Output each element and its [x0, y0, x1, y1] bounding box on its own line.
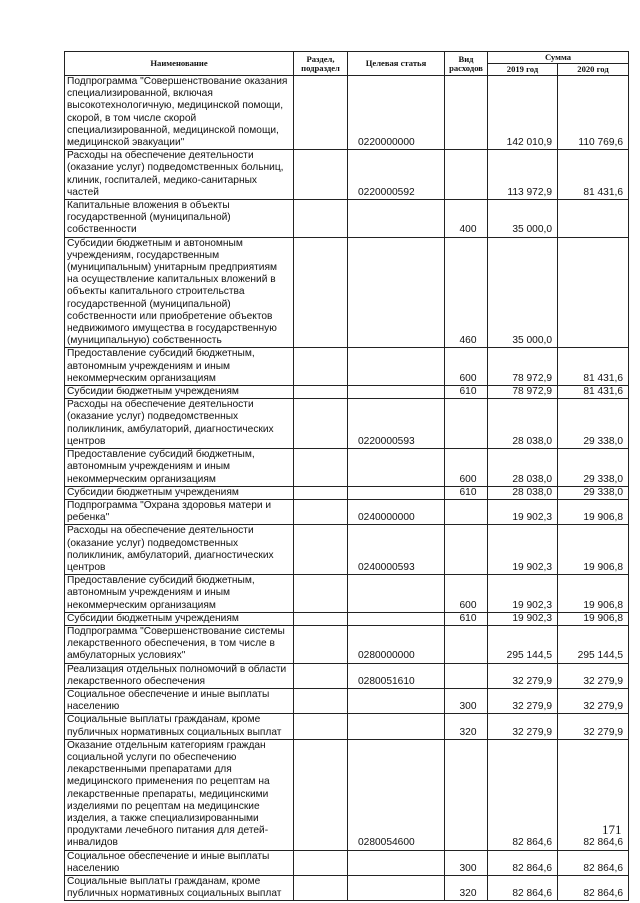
- row-amount-2020: 29 338,0: [558, 399, 629, 449]
- row-name: Социальное обеспечение и иные выплаты населению: [65, 850, 294, 875]
- header-kind: Вид расходов: [445, 52, 488, 76]
- row-kind: [445, 499, 488, 524]
- header-sum: Сумма: [488, 52, 629, 64]
- row-section: [294, 486, 348, 499]
- budget-table-container: [64, 51, 628, 901]
- row-section: [294, 449, 348, 487]
- row-target: 0240000000: [348, 499, 445, 524]
- row-amount-2019: 113 972,9: [488, 150, 558, 200]
- row-target: 0220000593: [348, 399, 445, 449]
- row-amount-2020: [558, 237, 629, 348]
- header-section: Раздел, подраздел: [294, 52, 348, 76]
- row-amount-2020: 32 279,9: [558, 688, 629, 713]
- row-kind: [445, 663, 488, 688]
- table-row: [65, 348, 629, 386]
- row-amount-2020: [558, 200, 629, 238]
- row-target: [348, 237, 445, 348]
- row-kind: [445, 739, 488, 850]
- table-row: [65, 449, 629, 487]
- row-target: [348, 850, 445, 875]
- table-row: [65, 525, 629, 575]
- row-name: Подпрограмма "Совершенствование оказания специализированной, включая высокотехнологичную, медицинской помощи, скорой, в том числе скорой специализированной, медицинской помощи, медицинской эвакуации": [65, 76, 294, 150]
- table-row: [65, 688, 629, 713]
- row-kind: 610: [445, 612, 488, 625]
- table-row: [65, 714, 629, 739]
- row-name: Субсидии бюджетным учреждениям: [65, 612, 294, 625]
- row-name: Предоставление субсидий бюджетным, автономным учреждениям и иным некоммерческим организациям: [65, 348, 294, 386]
- row-amount-2019: 28 038,0: [488, 449, 558, 487]
- header-row: [65, 52, 629, 64]
- row-amount-2020: 32 279,9: [558, 714, 629, 739]
- row-amount-2019: 19 902,3: [488, 612, 558, 625]
- row-name: Субсидии бюджетным учреждениям: [65, 386, 294, 399]
- row-target: [348, 876, 445, 901]
- row-section: [294, 348, 348, 386]
- row-name: Расходы на обеспечение деятельности (оказание услуг) подведомственных поликлиник, амбулаторий, диагностических центров: [65, 525, 294, 575]
- table-row: [65, 486, 629, 499]
- header-year-2020: 2020 год: [558, 64, 629, 76]
- row-amount-2020: 19 906,8: [558, 499, 629, 524]
- budget-table: [64, 51, 629, 901]
- row-name: Субсидии бюджетным и автономным учреждениям, государственным (муниципальным) унитарным предприятиям на осуществление капитальных вложений в объекты капитального строительства государственной (муниципальной) собственности или приобретение объектов недвижимого имущества в государственную (муниципальную) собственность: [65, 237, 294, 348]
- row-kind: [445, 150, 488, 200]
- table-row: [65, 200, 629, 238]
- table-row: [65, 399, 629, 449]
- row-target: 0220000000: [348, 76, 445, 150]
- row-amount-2020: 19 906,8: [558, 612, 629, 625]
- row-name: Расходы на обеспечение деятельности (оказание услуг) подведомственных поликлиник, амбулаторий, диагностических центров: [65, 399, 294, 449]
- row-amount-2020: 32 279,9: [558, 663, 629, 688]
- row-section: [294, 499, 348, 524]
- row-amount-2019: 32 279,9: [488, 663, 558, 688]
- row-kind: 600: [445, 575, 488, 613]
- row-kind: 600: [445, 348, 488, 386]
- row-amount-2020: 82 864,6: [558, 876, 629, 901]
- table-row: [65, 625, 629, 663]
- table-row: [65, 612, 629, 625]
- row-amount-2020: 81 431,6: [558, 150, 629, 200]
- row-kind: 600: [445, 449, 488, 487]
- row-section: [294, 714, 348, 739]
- row-section: [294, 575, 348, 613]
- table-row: [65, 76, 629, 150]
- row-amount-2020: 295 144,5: [558, 625, 629, 663]
- table-row: [65, 876, 629, 901]
- table-row: [65, 575, 629, 613]
- row-amount-2019: 82 864,6: [488, 876, 558, 901]
- row-section: [294, 237, 348, 348]
- row-amount-2019: 35 000,0: [488, 237, 558, 348]
- row-amount-2020: 19 906,8: [558, 525, 629, 575]
- row-target: [348, 688, 445, 713]
- row-amount-2019: 35 000,0: [488, 200, 558, 238]
- row-kind: [445, 399, 488, 449]
- row-section: [294, 76, 348, 150]
- row-amount-2019: 82 864,6: [488, 739, 558, 850]
- row-amount-2020: 110 769,6: [558, 76, 629, 150]
- row-amount-2019: 78 972,9: [488, 348, 558, 386]
- row-section: [294, 688, 348, 713]
- row-amount-2020: 29 338,0: [558, 449, 629, 487]
- header-target: Целевая статья: [348, 52, 445, 76]
- row-section: [294, 876, 348, 901]
- row-name: Капитальные вложения в объекты государственной (муниципальной) собственности: [65, 200, 294, 238]
- row-target: [348, 449, 445, 487]
- header-name: Наименование: [65, 52, 294, 76]
- row-amount-2019: 142 010,9: [488, 76, 558, 150]
- row-target: 0240000593: [348, 525, 445, 575]
- row-kind: 400: [445, 200, 488, 238]
- row-section: [294, 386, 348, 399]
- row-kind: [445, 525, 488, 575]
- row-target: 0280000000: [348, 625, 445, 663]
- header-year-2019: 2019 год: [488, 64, 558, 76]
- row-name: Социальные выплаты гражданам, кроме публичных нормативных социальных выплат: [65, 876, 294, 901]
- row-amount-2020: 82 864,6: [558, 850, 629, 875]
- row-kind: 460: [445, 237, 488, 348]
- row-amount-2019: 82 864,6: [488, 850, 558, 875]
- row-target: [348, 348, 445, 386]
- table-row: [65, 237, 629, 348]
- row-amount-2020: 81 431,6: [558, 386, 629, 399]
- row-target: 0220000592: [348, 150, 445, 200]
- table-row: [65, 663, 629, 688]
- row-amount-2019: 32 279,9: [488, 688, 558, 713]
- row-name: Подпрограмма "Охрана здоровья матери и ребенка": [65, 499, 294, 524]
- row-section: [294, 150, 348, 200]
- row-name: Расходы на обеспечение деятельности (оказание услуг) подведомственных больниц, клиник, госпиталей, медико-санитарных частей: [65, 150, 294, 200]
- row-amount-2019: 28 038,0: [488, 399, 558, 449]
- row-name: Оказание отдельным категориям граждан социальной услуги по обеспечению лекарственными препаратами для медицинского применения по рецептам на лекарственные препараты, медицинскими изделиями по рецептам на медицинские изделия, а также специализированными продуктами лечебного питания для детей-инвалидов: [65, 739, 294, 850]
- row-kind: [445, 76, 488, 150]
- row-kind: [445, 625, 488, 663]
- table-row: [65, 499, 629, 524]
- row-name: Предоставление субсидий бюджетным, автономным учреждениям и иным некоммерческим организациям: [65, 449, 294, 487]
- row-section: [294, 663, 348, 688]
- row-kind: 300: [445, 688, 488, 713]
- row-section: [294, 850, 348, 875]
- row-target: 0280054600: [348, 739, 445, 850]
- row-amount-2020: 19 906,8: [558, 575, 629, 613]
- row-amount-2019: 19 902,3: [488, 575, 558, 613]
- row-amount-2020: 81 431,6: [558, 348, 629, 386]
- row-amount-2019: 295 144,5: [488, 625, 558, 663]
- table-body: [65, 76, 629, 901]
- table-row: [65, 386, 629, 399]
- row-kind: 320: [445, 876, 488, 901]
- row-amount-2020: 29 338,0: [558, 486, 629, 499]
- row-kind: 610: [445, 386, 488, 399]
- table-row: [65, 150, 629, 200]
- row-name: Реализация отдельных полномочий в области лекарственного обеспечения: [65, 663, 294, 688]
- row-target: [348, 486, 445, 499]
- row-amount-2019: 78 972,9: [488, 386, 558, 399]
- row-amount-2019: 19 902,3: [488, 499, 558, 524]
- row-target: [348, 612, 445, 625]
- row-name: Социальные выплаты гражданам, кроме публичных нормативных социальных выплат: [65, 714, 294, 739]
- row-name: Подпрограмма "Совершенствование системы лекарственного обеспечения, в том числе в амбулаторных условиях": [65, 625, 294, 663]
- row-kind: 320: [445, 714, 488, 739]
- row-kind: 610: [445, 486, 488, 499]
- row-name: Социальное обеспечение и иные выплаты населению: [65, 688, 294, 713]
- row-section: [294, 739, 348, 850]
- row-kind: 300: [445, 850, 488, 875]
- row-amount-2020: 82 864,6: [558, 739, 629, 850]
- row-target: [348, 386, 445, 399]
- row-section: [294, 200, 348, 238]
- row-amount-2019: 28 038,0: [488, 486, 558, 499]
- table-row: [65, 739, 629, 850]
- row-amount-2019: 19 902,3: [488, 525, 558, 575]
- row-section: [294, 525, 348, 575]
- row-amount-2019: 32 279,9: [488, 714, 558, 739]
- row-target: [348, 575, 445, 613]
- row-name: Предоставление субсидий бюджетным, автономным учреждениям и иным некоммерческим организациям: [65, 575, 294, 613]
- row-target: [348, 714, 445, 739]
- row-section: [294, 612, 348, 625]
- table-row: [65, 850, 629, 875]
- row-name: Субсидии бюджетным учреждениям: [65, 486, 294, 499]
- row-section: [294, 399, 348, 449]
- row-target: 0280051610: [348, 663, 445, 688]
- row-target: [348, 200, 445, 238]
- page-number: 171: [602, 822, 622, 837]
- row-section: [294, 625, 348, 663]
